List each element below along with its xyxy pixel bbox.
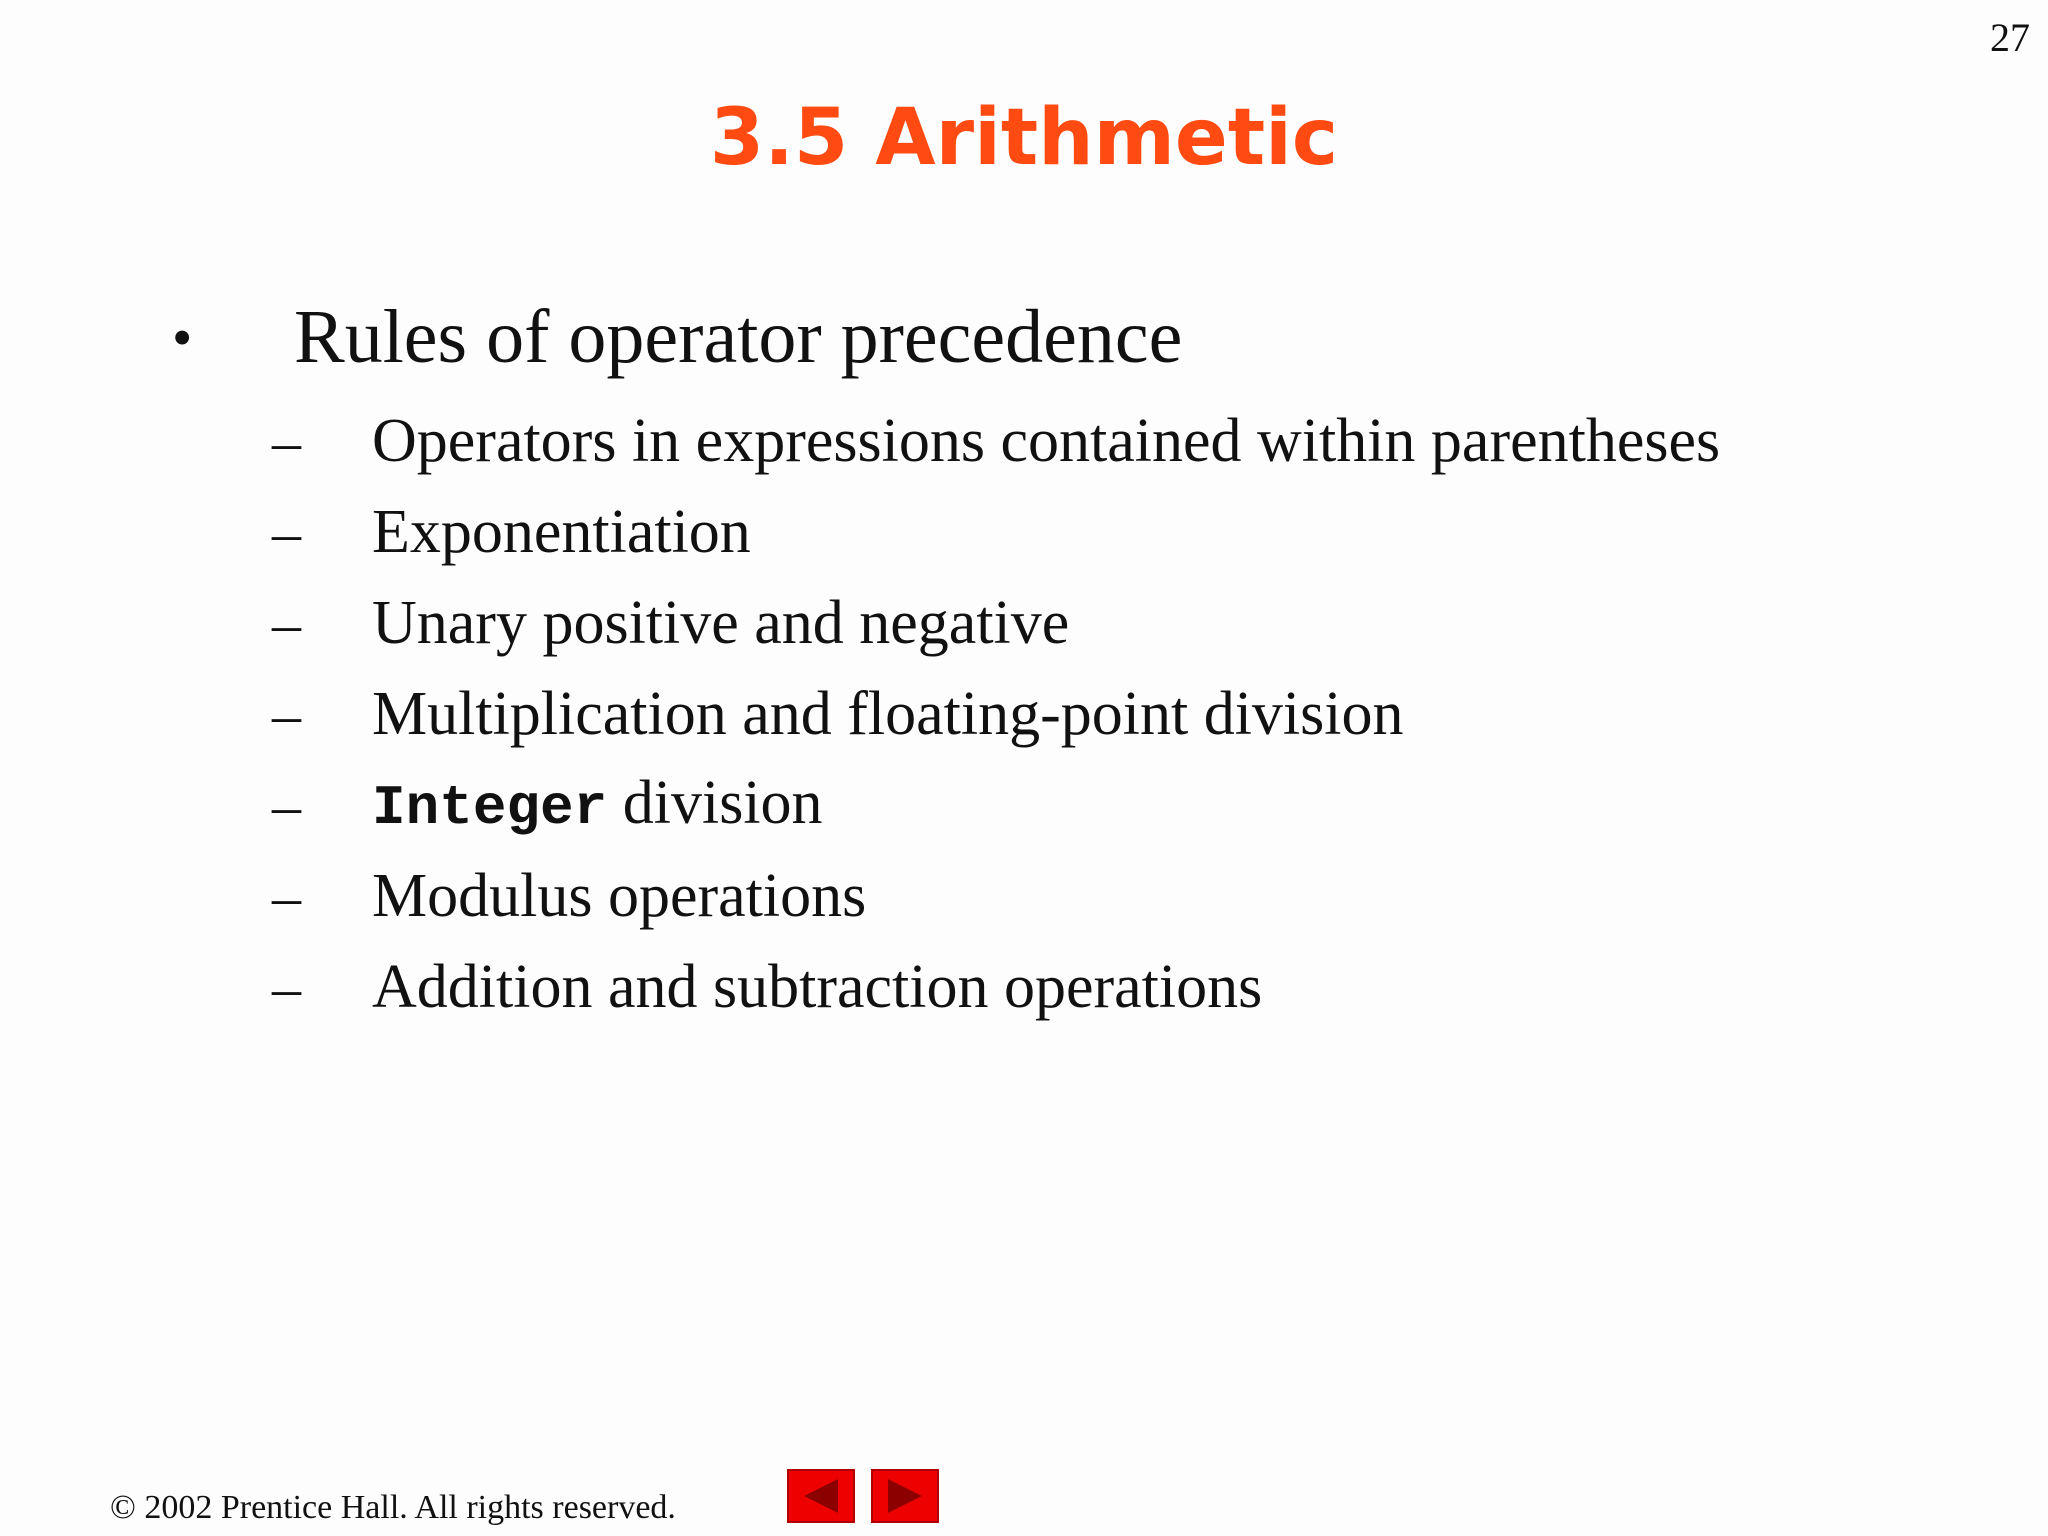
list-item-text: Modulus operations: [372, 862, 867, 930]
copyright-notice: © 2002 Prentice Hall. All rights reserved.: [110, 1489, 676, 1526]
list-item: [272, 396, 1720, 487]
list-item: [272, 942, 1720, 1033]
dash-marker: –: [272, 500, 301, 565]
dash-marker: –: [272, 409, 301, 474]
list-item-text: Multiplication and floating-point division: [372, 680, 1404, 748]
bullet-marker: •: [172, 304, 193, 370]
code-keyword: Integer: [372, 775, 608, 840]
precedence-list: [272, 396, 1720, 1033]
list-item: [272, 851, 1720, 942]
dash-marker: –: [272, 682, 301, 747]
list-item-text: Unary positive and negative: [372, 589, 1070, 657]
dash-marker: –: [272, 864, 301, 929]
list-item-text: [372, 758, 823, 854]
list-item: [272, 578, 1720, 669]
list-item: [272, 487, 1720, 578]
list-item-suffix: division: [607, 768, 823, 837]
main-bullet: [172, 292, 1182, 382]
list-item: [272, 760, 1720, 851]
list-item: [272, 669, 1720, 760]
list-item-text: Exponentiation: [372, 498, 751, 566]
arrow-left-icon: [804, 1479, 838, 1513]
list-item-text: Addition and subtraction operations: [372, 953, 1263, 1021]
page-number: 27: [1990, 15, 2030, 60]
dash-marker: –: [272, 955, 301, 1020]
previous-slide-button[interactable]: [787, 1469, 855, 1523]
arrow-right-icon: [888, 1479, 922, 1513]
dash-marker: –: [272, 591, 301, 656]
list-item-text: Operators in expressions contained within parentheses: [372, 407, 1721, 475]
dash-marker: –: [272, 773, 301, 838]
next-slide-button[interactable]: [871, 1469, 939, 1523]
main-bullet-text: Rules of operator precedence: [294, 295, 1183, 379]
slide-title: 3.5 Arithmetic: [709, 93, 1339, 183]
